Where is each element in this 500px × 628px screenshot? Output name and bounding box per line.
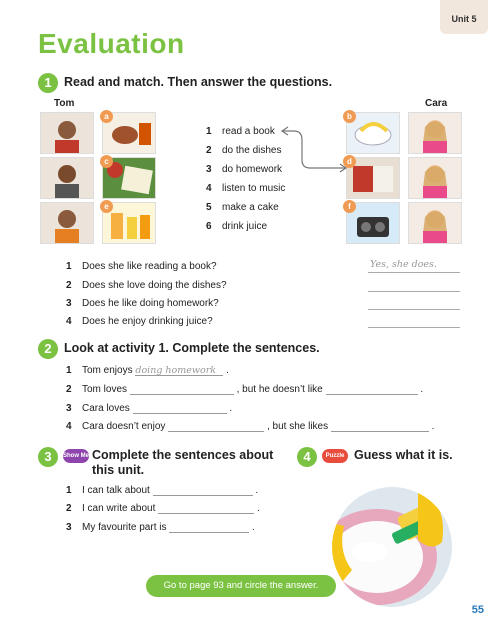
blank-field[interactable] [326,384,418,395]
name-tom: Tom [54,98,75,109]
item-number: 1 [206,126,212,137]
tom-photo-2 [40,157,94,199]
activity-item-2 [206,145,282,156]
question-number: 2 [66,280,72,291]
item-number: 2 [206,145,212,156]
sentence-start: Tom loves [82,384,128,395]
item-text: read a book [222,126,275,137]
question-4 [66,316,213,327]
sentence-number: 3 [66,522,72,533]
answer-example: Yes, she does. [370,259,437,270]
cara-photo-3 [408,202,462,244]
item-number: 5 [206,202,212,213]
blank-field[interactable] [169,522,249,533]
answer-line-2[interactable] [368,290,460,292]
question-text: Does he enjoy drinking juice? [82,316,213,327]
item-text: make a cake [222,202,279,213]
sentence-number: 2 [66,384,72,395]
sentence-end: . [256,503,260,514]
activity-1-number: 1 [38,73,58,93]
activity-item-6 [206,221,267,232]
sentence-end: . [229,403,233,414]
question-1 [66,261,217,272]
letter-d: d [343,155,356,168]
activity-3-title-line2: this unit. [92,463,145,477]
sentence-start: I can write about [82,503,156,514]
answer-line-4[interactable] [368,326,460,328]
letter-c: c [100,155,113,168]
sentence-2 [66,384,423,395]
sentence-number: 3 [66,403,72,414]
unit-sentence-3 [66,522,255,533]
activity-3-number: 3 [38,447,58,467]
activity-1-title: Read and match. Then answer the questions. [64,75,333,89]
sentence-start: My favourite part is [82,522,167,533]
activity-4-number: 4 [297,447,317,467]
question-number: 3 [66,298,72,309]
item-number: 4 [206,183,212,194]
question-text: Does she like reading a book? [82,261,217,272]
item-text: drink juice [222,221,268,232]
blank-field[interactable] [153,485,253,496]
puzzle-badge: Puzzle [322,449,348,463]
blank-field[interactable] [168,421,264,432]
sentence-start: Cara doesn’t enjoy [82,421,166,432]
sentence-1 [66,365,229,376]
tom-photo-3 [40,202,94,244]
sentence-number: 2 [66,503,72,514]
activity-item-4 [206,183,285,194]
page-title: Evaluation [38,28,185,59]
sentence-number: 1 [66,365,72,376]
sentence-middle: , but she likes [266,421,329,432]
sentence-3 [66,403,232,414]
sentence-end: . [431,421,435,432]
activity-4-title: Guess what it is. [354,448,453,462]
name-cara: Cara [425,98,448,109]
go-to-page-banner: Go to page 93 and circle the answer. [146,575,336,597]
activity-item-1 [206,126,275,137]
unit-sentence-1 [66,485,258,496]
sentence-end: . [420,384,424,395]
cara-photo-1 [408,112,462,154]
letter-a: a [100,110,113,123]
activity-item-3 [206,164,282,175]
activity-2-number: 2 [38,339,58,359]
item-text: listen to music [222,183,286,194]
blank-field[interactable] [331,421,429,432]
sentence-start: I can talk about [82,485,150,496]
item-text: do the dishes [222,145,282,156]
question-text: Does he like doing homework? [82,298,219,309]
sentence-end: . [226,365,229,376]
sentence-middle: , but he doesn’t like [236,384,323,395]
sentence-start: Tom enjoys [82,365,133,376]
tom-photo-1 [40,112,94,154]
show-me-badge: Show Me [63,449,89,463]
question-number: 1 [66,261,72,272]
activity-2-title: Look at activity 1. Complete the sentences. [64,341,320,355]
letter-f: f [343,200,356,213]
letter-e: e [100,200,113,213]
unit-sentence-2 [66,503,260,514]
blank-field[interactable] [130,384,234,395]
sentence-number: 1 [66,485,72,496]
answer-line-1[interactable] [368,271,460,273]
question-2 [66,280,227,291]
question-3 [66,298,219,309]
sentence-number: 4 [66,421,72,432]
sentence-start: Cara loves [82,403,130,414]
sentence-end: . [252,522,255,533]
answer-line-3[interactable] [368,308,460,310]
sentence-end: . [255,485,259,496]
cara-photo-2 [408,157,462,199]
unit-tab: Unit 5 [440,0,488,34]
item-number: 3 [206,164,212,175]
page-number: 55 [471,604,484,616]
example-match-arrow [280,122,350,182]
blank-field[interactable] [133,403,227,414]
puzzle-picture [322,482,462,612]
activity-item-5 [206,202,279,213]
letter-b: b [343,110,356,123]
question-number: 4 [66,316,72,327]
item-text: do homework [222,164,283,175]
sentence-4 [66,421,434,432]
blank-field[interactable] [158,503,254,514]
item-number: 6 [206,221,212,232]
activity-3-title-line1: Complete the sentences about [92,448,274,462]
question-text: Does she love doing the dishes? [82,280,227,291]
example-answer: doing homework [135,365,223,376]
